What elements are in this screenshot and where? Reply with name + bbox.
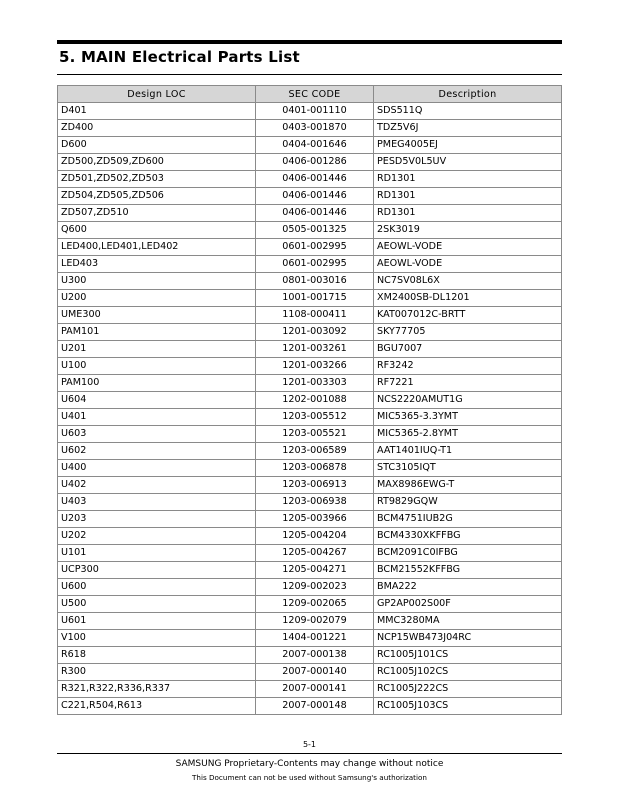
header-sec-code: SEC CODE [256, 86, 374, 103]
sec-code-cell: 2007-000138 [256, 647, 374, 664]
table-row [58, 477, 562, 494]
sec-code-cell: 1203-005521 [256, 426, 374, 443]
description-cell: RC1005J222CS [374, 681, 562, 698]
description-cell: RF7221 [374, 375, 562, 392]
design-loc-cell: U403 [58, 494, 256, 511]
design-loc-cell: UME300 [58, 307, 256, 324]
design-loc-cell: D401 [58, 103, 256, 120]
page-number: 5-1 [302, 740, 317, 749]
sec-code-cell: 1201-003092 [256, 324, 374, 341]
table-row [58, 698, 562, 715]
table-row [58, 205, 562, 222]
sec-code-cell: 1201-003266 [256, 358, 374, 375]
description-cell: PESD5V0L5UV [374, 154, 562, 171]
sec-code-cell: 1203-006913 [256, 477, 374, 494]
description-cell: NCS2220AMUT1G [374, 392, 562, 409]
description-cell: BGU7007 [374, 341, 562, 358]
design-loc-cell: LED403 [58, 256, 256, 273]
table-row [58, 426, 562, 443]
header-description: Description [374, 86, 562, 103]
table-row [58, 324, 562, 341]
sec-code-cell: 1205-004267 [256, 545, 374, 562]
design-loc-cell: U401 [58, 409, 256, 426]
parts-table [57, 85, 562, 715]
sec-code-cell: 1108-000411 [256, 307, 374, 324]
sec-code-cell: 1203-006589 [256, 443, 374, 460]
sec-code-cell: 1209-002065 [256, 596, 374, 613]
table-row [58, 307, 562, 324]
table-row [58, 528, 562, 545]
design-loc-cell: U402 [58, 477, 256, 494]
design-loc-cell: Q600 [58, 222, 256, 239]
table-row [58, 239, 562, 256]
design-loc-cell: ZD504,ZD505,ZD506 [58, 188, 256, 205]
sec-code-cell: 1001-001715 [256, 290, 374, 307]
description-cell: MAX8986EWG-T [374, 477, 562, 494]
design-loc-cell: U203 [58, 511, 256, 528]
sec-code-cell: 1203-006878 [256, 460, 374, 477]
sec-code-cell: 0601-002995 [256, 256, 374, 273]
table-row [58, 409, 562, 426]
sec-code-cell: 1205-004271 [256, 562, 374, 579]
design-loc-cell: U400 [58, 460, 256, 477]
description-cell: XM2400SB-DL1201 [374, 290, 562, 307]
table-row [58, 511, 562, 528]
sec-code-cell: 2007-000140 [256, 664, 374, 681]
sec-code-cell: 1201-003261 [256, 341, 374, 358]
sec-code-cell: 1404-001221 [256, 630, 374, 647]
sec-code-cell: 0403-001870 [256, 120, 374, 137]
description-cell: MIC5365-2.8YMT [374, 426, 562, 443]
table-row [58, 171, 562, 188]
description-cell: SKY77705 [374, 324, 562, 341]
table-row [58, 137, 562, 154]
design-loc-cell: UCP300 [58, 562, 256, 579]
design-loc-cell: U202 [58, 528, 256, 545]
design-loc-cell: U200 [58, 290, 256, 307]
description-cell: RT9829GQW [374, 494, 562, 511]
sec-code-cell: 1201-003303 [256, 375, 374, 392]
sec-code-cell: 0601-002995 [256, 239, 374, 256]
description-cell: BCM4751IUB2G [374, 511, 562, 528]
design-loc-cell: U602 [58, 443, 256, 460]
table-row [58, 375, 562, 392]
design-loc-cell: C221,R504,R613 [58, 698, 256, 715]
table-row [58, 273, 562, 290]
design-loc-cell: U100 [58, 358, 256, 375]
description-cell: BCM4330XKFFBG [374, 528, 562, 545]
description-cell: AAT1401IUQ-T1 [374, 443, 562, 460]
description-cell: MIC5365-3.3YMT [374, 409, 562, 426]
table-row [58, 290, 562, 307]
description-cell: MMC3280MA [374, 613, 562, 630]
sec-code-cell: 1205-004204 [256, 528, 374, 545]
description-cell: AEOWL-VODE [374, 239, 562, 256]
description-cell: RF3242 [374, 358, 562, 375]
sec-code-cell: 0406-001286 [256, 154, 374, 171]
description-cell: AEOWL-VODE [374, 256, 562, 273]
header-row [58, 86, 562, 103]
description-cell: RC1005J102CS [374, 664, 562, 681]
design-loc-cell: R300 [58, 664, 256, 681]
table-row [58, 188, 562, 205]
description-cell: SDS511Q [374, 103, 562, 120]
sec-code-cell: 2007-000141 [256, 681, 374, 698]
description-cell: BMA222 [374, 579, 562, 596]
footer-rule [57, 753, 562, 754]
footer-authorization: This Document can not be used without Samsung's authorization [192, 773, 427, 782]
description-cell: STC3105IQT [374, 460, 562, 477]
sec-code-cell: 0406-001446 [256, 171, 374, 188]
design-loc-cell: ZD501,ZD502,ZD503 [58, 171, 256, 188]
table-row [58, 613, 562, 630]
description-cell: TDZ5V6J [374, 120, 562, 137]
design-loc-cell: PAM101 [58, 324, 256, 341]
table-row [58, 103, 562, 120]
sec-code-cell: 1209-002079 [256, 613, 374, 630]
design-loc-cell: U604 [58, 392, 256, 409]
sec-code-cell: 0406-001446 [256, 188, 374, 205]
sec-code-cell: 0801-003016 [256, 273, 374, 290]
sec-code-cell: 1203-005512 [256, 409, 374, 426]
table-row [58, 443, 562, 460]
sec-code-cell: 0505-001325 [256, 222, 374, 239]
sec-code-cell: 0401-001110 [256, 103, 374, 120]
design-loc-cell: U300 [58, 273, 256, 290]
sec-code-cell: 0406-001446 [256, 205, 374, 222]
table-row [58, 579, 562, 596]
description-cell: RD1301 [374, 188, 562, 205]
design-loc-cell: U500 [58, 596, 256, 613]
design-loc-cell: U601 [58, 613, 256, 630]
design-loc-cell: R618 [58, 647, 256, 664]
top-rule [57, 40, 562, 44]
table-row [58, 392, 562, 409]
description-cell: BCM2091C0IFBG [374, 545, 562, 562]
footer-notice: SAMSUNG Proprietary-Contents may change without notice [175, 759, 444, 769]
design-loc-cell: U600 [58, 579, 256, 596]
sec-code-cell: 1205-003966 [256, 511, 374, 528]
table-row [58, 681, 562, 698]
sec-code-cell: 1202-001088 [256, 392, 374, 409]
sec-code-cell: 2007-000148 [256, 698, 374, 715]
design-loc-cell: U201 [58, 341, 256, 358]
table-row [58, 341, 562, 358]
table-row [58, 630, 562, 647]
description-cell: RD1301 [374, 171, 562, 188]
table-row [58, 664, 562, 681]
description-cell: KAT007012C-BRTT [374, 307, 562, 324]
table-row [58, 120, 562, 137]
description-cell: 2SK3019 [374, 222, 562, 239]
design-loc-cell: U603 [58, 426, 256, 443]
design-loc-cell: LED400,LED401,LED402 [58, 239, 256, 256]
design-loc-cell: ZD500,ZD509,ZD600 [58, 154, 256, 171]
title-rule [57, 74, 562, 75]
description-cell: BCM21552KFFBG [374, 562, 562, 579]
sec-code-cell: 0404-001646 [256, 137, 374, 154]
description-cell: RD1301 [374, 205, 562, 222]
description-cell: NC7SV08L6X [374, 273, 562, 290]
design-loc-cell: D600 [58, 137, 256, 154]
design-loc-cell: ZD400 [58, 120, 256, 137]
description-cell: PMEG4005EJ [374, 137, 562, 154]
description-cell: RC1005J101CS [374, 647, 562, 664]
table-row [58, 596, 562, 613]
table-row [58, 545, 562, 562]
table-row [58, 647, 562, 664]
description-cell: RC1005J103CS [374, 698, 562, 715]
design-loc-cell: U101 [58, 545, 256, 562]
description-cell: GP2AP002S00F [374, 596, 562, 613]
sec-code-cell: 1203-006938 [256, 494, 374, 511]
table-row [58, 358, 562, 375]
design-loc-cell: PAM100 [58, 375, 256, 392]
description-cell: NCP15WB473J04RC [374, 630, 562, 647]
table-row [58, 154, 562, 171]
table-row [58, 460, 562, 477]
design-loc-cell: R321,R322,R336,R337 [58, 681, 256, 698]
table-row [58, 562, 562, 579]
table-row [58, 222, 562, 239]
page-title: 5. MAIN Electrical Parts List [59, 48, 300, 66]
table-row [58, 494, 562, 511]
table-row [58, 256, 562, 273]
design-loc-cell: ZD507,ZD510 [58, 205, 256, 222]
header-design-loc: Design LOC [58, 86, 256, 103]
sec-code-cell: 1209-002023 [256, 579, 374, 596]
design-loc-cell: V100 [58, 630, 256, 647]
